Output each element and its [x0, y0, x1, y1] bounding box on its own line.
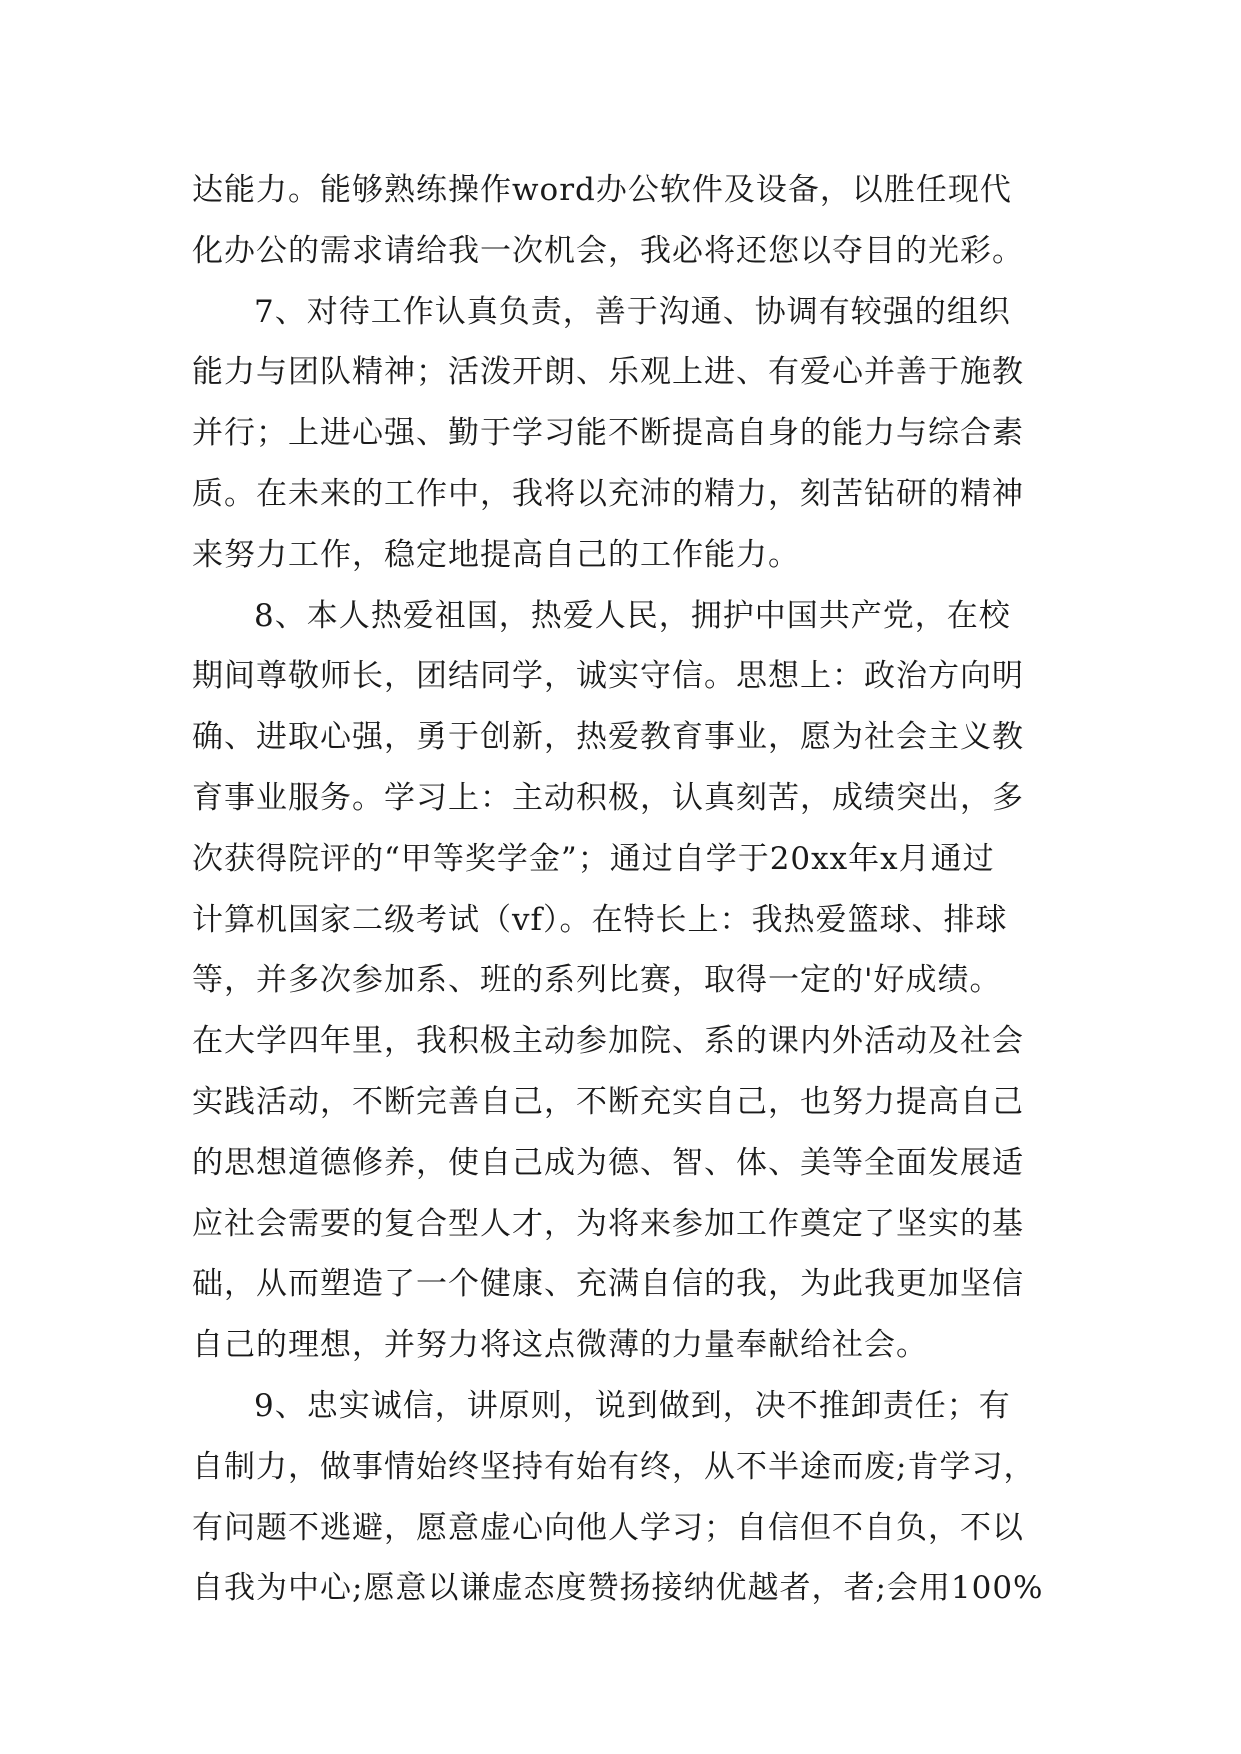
text-line: 在大学四年里，我积极主动参加院、系的课内外活动及社会 [192, 1023, 1024, 1060]
text-line: 化办公的需求请给我一次机会，我必将还您以夺目的光彩。 [192, 232, 1024, 269]
paragraph-8-start: 8、本人热爱祖国，热爱人民，拥护中国共产党，在校 [254, 597, 1011, 634]
text-line: 有问题不逃避，愿意虚心向他人学习；自信但不自负，不以 [192, 1509, 1024, 1546]
text-line: 能力与团队精神；活泼开朗、乐观上进、有爱心并善于施教 [192, 354, 1024, 391]
text-line: 等，并多次参加系、班的系列比赛，取得一定的'好成绩。 [192, 962, 1002, 999]
text-line: 育事业服务。学习上：主动积极，认真刻苦，成绩突出，多 [192, 779, 1024, 816]
text-line: 实践活动，不断完善自己，不断充实自己，也努力提高自己 [192, 1083, 1024, 1120]
text-line: 达能力。能够熟练操作word办公软件及设备，以胜任现代 [192, 172, 1012, 208]
text-line: 质。在未来的工作中，我将以充沛的精力，刻苦钻研的精神 [192, 475, 1024, 512]
text-line: 来努力工作，稳定地提高自己的工作能力。 [192, 536, 800, 573]
text-line: 次获得院评的“甲等奖学金”；通过自学于20xx年x月通过 [192, 840, 995, 877]
text-line: 并行；上进心强、勤于学习能不断提高自身的能力与综合素 [192, 415, 1024, 452]
text-line: 的思想道德修养，使自己成为德、智、体、美等全面发展适 [192, 1144, 1024, 1181]
text-line: 自己的理想，并努力将这点微薄的力量奉献给社会。 [192, 1327, 928, 1364]
text-line: 期间尊敬师长，团结同学，诚实守信。思想上：政治方向明 [192, 658, 1024, 695]
paragraph-9-start: 9、忠实诚信，讲原则，说到做到，决不推卸责任；有 [254, 1387, 1011, 1424]
text-line: 自我为中心;愿意以谦虚态度赞扬接纳优越者，者;会用100% [192, 1570, 1044, 1607]
text-line: 确、进取心强，勇于创新，热爱教育事业，愿为社会主义教 [192, 719, 1024, 756]
text-line: 础，从而塑造了一个健康、充满自信的我，为此我更加坚信 [192, 1266, 1024, 1303]
text-line: 应社会需要的复合型人才，为将来参加工作奠定了坚实的基 [192, 1205, 1024, 1242]
document-body [192, 160, 1072, 1619]
text-line: 自制力，做事情始终坚持有始有终，从不半途而废;肯学习， [192, 1448, 1036, 1485]
paragraph-7-start: 7、对待工作认真负责，善于沟通、协调有较强的组织 [254, 293, 1011, 330]
text-line: 计算机国家二级考试（vf）。在特长上：我热爱篮球、排球 [192, 901, 1008, 938]
